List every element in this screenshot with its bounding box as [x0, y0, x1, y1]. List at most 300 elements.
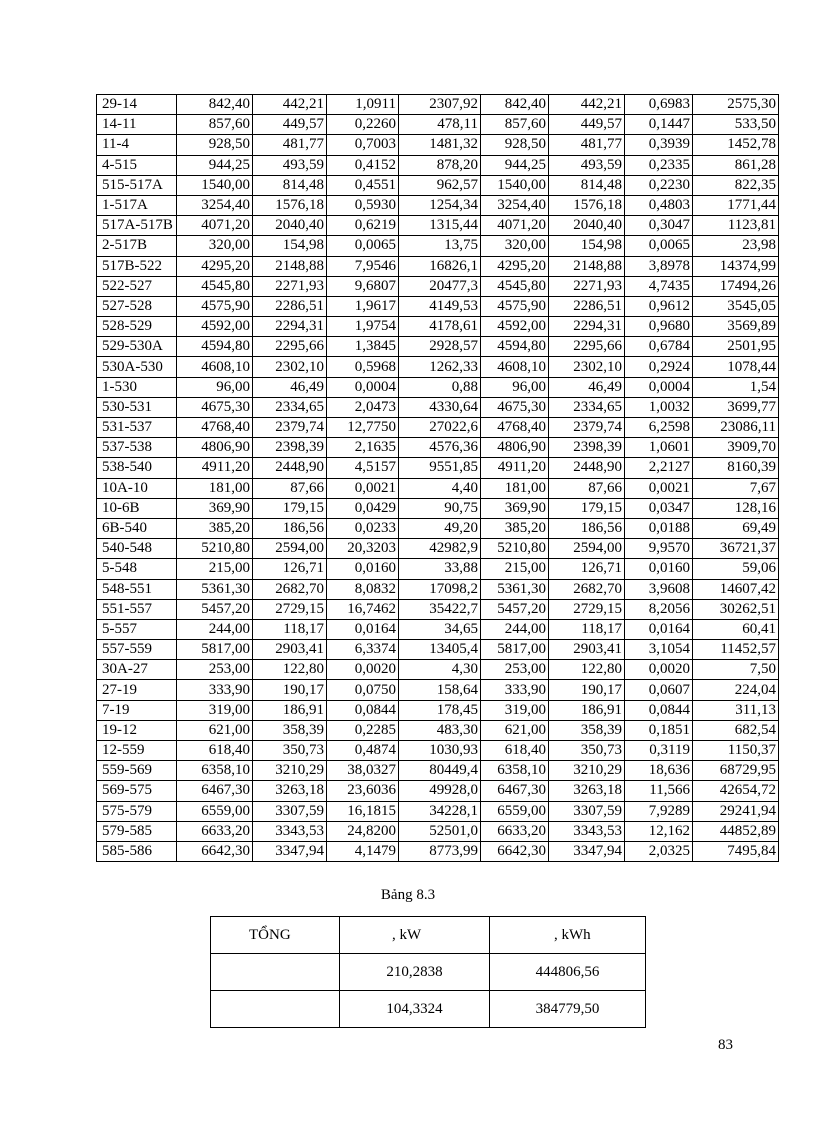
table-row: [97, 397, 779, 417]
value-cell: 0,0020: [625, 660, 693, 680]
value-cell: 35422,7: [399, 599, 481, 619]
value-cell: 0,4803: [625, 195, 693, 215]
value-cell: 842,40: [177, 95, 253, 115]
value-cell: 4592,00: [177, 317, 253, 337]
value-cell: 4545,80: [177, 276, 253, 296]
value-cell: 18,636: [625, 761, 693, 781]
value-cell: 1481,32: [399, 135, 481, 155]
value-cell: 4806,90: [481, 438, 549, 458]
segment-cell: 7-19: [97, 700, 177, 720]
value-cell: 0,0065: [625, 236, 693, 256]
value-cell: 87,66: [253, 478, 327, 498]
table-row: [97, 95, 779, 115]
value-cell: 46,49: [253, 377, 327, 397]
value-cell: 16826,1: [399, 256, 481, 276]
value-cell: 0,0844: [625, 700, 693, 720]
value-cell: 4071,20: [177, 216, 253, 236]
value-cell: 493,59: [549, 155, 625, 175]
value-cell: 0,0020: [327, 660, 399, 680]
table-row: [97, 216, 779, 236]
value-cell: 253,00: [481, 660, 549, 680]
segment-cell: 530-531: [97, 397, 177, 417]
value-cell: 4592,00: [481, 317, 549, 337]
value-cell: 0,0607: [625, 680, 693, 700]
table-row: [97, 498, 779, 518]
value-cell: 1,54: [693, 377, 779, 397]
table-row: [97, 135, 779, 155]
value-cell: 128,16: [693, 498, 779, 518]
value-cell: 3263,18: [549, 781, 625, 801]
summary-cell: 444806,56: [490, 954, 646, 991]
value-cell: 4149,53: [399, 296, 481, 316]
value-cell: 1,0601: [625, 438, 693, 458]
value-cell: 4911,20: [481, 458, 549, 478]
value-cell: 3,9608: [625, 579, 693, 599]
data-table: [96, 94, 779, 862]
value-cell: 6559,00: [481, 801, 549, 821]
value-cell: 16,1815: [327, 801, 399, 821]
value-cell: 2594,00: [253, 539, 327, 559]
segment-cell: 12-559: [97, 741, 177, 761]
value-cell: 4608,10: [177, 357, 253, 377]
value-cell: 6467,30: [481, 781, 549, 801]
value-cell: 4806,90: [177, 438, 253, 458]
value-cell: 44852,89: [693, 821, 779, 841]
value-cell: 2302,10: [549, 357, 625, 377]
value-cell: 69,49: [693, 518, 779, 538]
value-cell: 23086,11: [693, 418, 779, 438]
value-cell: 29241,94: [693, 801, 779, 821]
table-row: [97, 256, 779, 276]
value-cell: 350,73: [253, 741, 327, 761]
value-cell: 3343,53: [253, 821, 327, 841]
value-cell: 3699,77: [693, 397, 779, 417]
value-cell: 0,0347: [625, 498, 693, 518]
value-cell: 944,25: [177, 155, 253, 175]
value-cell: 6642,30: [177, 841, 253, 861]
value-cell: 190,17: [253, 680, 327, 700]
value-cell: 2334,65: [253, 397, 327, 417]
value-cell: 442,21: [549, 95, 625, 115]
value-cell: 8160,39: [693, 458, 779, 478]
value-cell: 11,566: [625, 781, 693, 801]
value-cell: 319,00: [177, 700, 253, 720]
value-cell: 333,90: [177, 680, 253, 700]
table-row: [97, 559, 779, 579]
value-cell: 7,50: [693, 660, 779, 680]
value-cell: 30262,51: [693, 599, 779, 619]
value-cell: 3347,94: [253, 841, 327, 861]
table-row: [97, 438, 779, 458]
value-cell: 2398,39: [549, 438, 625, 458]
value-cell: 2682,70: [549, 579, 625, 599]
segment-cell: 6B-540: [97, 518, 177, 538]
value-cell: 5817,00: [481, 640, 549, 660]
value-cell: 320,00: [177, 236, 253, 256]
value-cell: 42654,72: [693, 781, 779, 801]
value-cell: 481,77: [549, 135, 625, 155]
value-cell: 618,40: [177, 741, 253, 761]
value-cell: 442,21: [253, 95, 327, 115]
segment-cell: 2-517B: [97, 236, 177, 256]
value-cell: 2928,57: [399, 337, 481, 357]
value-cell: 4295,20: [177, 256, 253, 276]
value-cell: 3210,29: [253, 761, 327, 781]
segment-cell: 585-586: [97, 841, 177, 861]
segment-cell: 548-551: [97, 579, 177, 599]
value-cell: 24,8200: [327, 821, 399, 841]
value-cell: 857,60: [481, 115, 549, 135]
value-cell: 17494,26: [693, 276, 779, 296]
value-cell: 0,4874: [327, 741, 399, 761]
segment-cell: 27-19: [97, 680, 177, 700]
value-cell: 1,3845: [327, 337, 399, 357]
table-row: [97, 317, 779, 337]
value-cell: 36721,37: [693, 539, 779, 559]
value-cell: 1576,18: [253, 195, 327, 215]
value-cell: 181,00: [481, 478, 549, 498]
table-row: [97, 518, 779, 538]
value-cell: 1315,44: [399, 216, 481, 236]
value-cell: 8,0832: [327, 579, 399, 599]
value-cell: 2379,74: [253, 418, 327, 438]
value-cell: 0,0233: [327, 518, 399, 538]
value-cell: 2729,15: [549, 599, 625, 619]
value-cell: 87,66: [549, 478, 625, 498]
value-cell: 186,91: [549, 700, 625, 720]
value-cell: 3254,40: [481, 195, 549, 215]
value-cell: 4608,10: [481, 357, 549, 377]
value-cell: 118,17: [549, 619, 625, 639]
value-cell: 0,0004: [327, 377, 399, 397]
value-cell: 0,2260: [327, 115, 399, 135]
value-cell: 2307,92: [399, 95, 481, 115]
value-cell: 215,00: [177, 559, 253, 579]
value-cell: 3347,94: [549, 841, 625, 861]
value-cell: 2271,93: [549, 276, 625, 296]
table-row: [97, 680, 779, 700]
value-cell: 118,17: [253, 619, 327, 639]
value-cell: 1576,18: [549, 195, 625, 215]
segment-cell: 10A-10: [97, 478, 177, 498]
value-cell: 2594,00: [549, 539, 625, 559]
segment-cell: 529-530A: [97, 337, 177, 357]
value-cell: 4768,40: [481, 418, 549, 438]
value-cell: 1,9617: [327, 296, 399, 316]
value-cell: 6358,10: [177, 761, 253, 781]
segment-cell: 551-557: [97, 599, 177, 619]
segment-cell: 517A-517B: [97, 216, 177, 236]
table-row: [97, 841, 779, 861]
value-cell: 154,98: [549, 236, 625, 256]
value-cell: 6633,20: [177, 821, 253, 841]
value-cell: 6633,20: [481, 821, 549, 841]
segment-cell: 515-517A: [97, 175, 177, 195]
value-cell: 1078,44: [693, 357, 779, 377]
segment-cell: 1-530: [97, 377, 177, 397]
segment-cell: 537-538: [97, 438, 177, 458]
table-row: [97, 478, 779, 498]
segment-cell: 579-585: [97, 821, 177, 841]
value-cell: 0,4152: [327, 155, 399, 175]
segment-cell: 559-569: [97, 761, 177, 781]
value-cell: 38,0327: [327, 761, 399, 781]
value-cell: 158,64: [399, 680, 481, 700]
segment-cell: 530A-530: [97, 357, 177, 377]
value-cell: 0,0004: [625, 377, 693, 397]
value-cell: 4545,80: [481, 276, 549, 296]
value-cell: 33,88: [399, 559, 481, 579]
value-cell: 49928,0: [399, 781, 481, 801]
value-cell: 4,5157: [327, 458, 399, 478]
summary-cell: 210,2838: [340, 954, 490, 991]
value-cell: 4,40: [399, 478, 481, 498]
value-cell: 0,9612: [625, 296, 693, 316]
value-cell: 1,9754: [327, 317, 399, 337]
value-cell: 618,40: [481, 741, 549, 761]
value-cell: 483,30: [399, 720, 481, 740]
segment-cell: 4-515: [97, 155, 177, 175]
value-cell: 3909,70: [693, 438, 779, 458]
value-cell: 3569,89: [693, 317, 779, 337]
value-cell: 493,59: [253, 155, 327, 175]
summary-row: [211, 954, 646, 991]
value-cell: 2040,40: [549, 216, 625, 236]
value-cell: 3343,53: [549, 821, 625, 841]
value-cell: 59,06: [693, 559, 779, 579]
table-row: [97, 236, 779, 256]
value-cell: 4,1479: [327, 841, 399, 861]
value-cell: 8,2056: [625, 599, 693, 619]
value-cell: 319,00: [481, 700, 549, 720]
value-cell: 3,8978: [625, 256, 693, 276]
segment-cell: 575-579: [97, 801, 177, 821]
value-cell: 0,7003: [327, 135, 399, 155]
value-cell: 49,20: [399, 518, 481, 538]
summary-header-cell: , kWh: [490, 917, 646, 954]
value-cell: 2271,93: [253, 276, 327, 296]
value-cell: 0,0429: [327, 498, 399, 518]
value-cell: 90,75: [399, 498, 481, 518]
value-cell: 80449,4: [399, 761, 481, 781]
value-cell: 1262,33: [399, 357, 481, 377]
value-cell: 42982,9: [399, 539, 481, 559]
segment-cell: 531-537: [97, 418, 177, 438]
value-cell: 3545,05: [693, 296, 779, 316]
value-cell: 96,00: [177, 377, 253, 397]
value-cell: 178,45: [399, 700, 481, 720]
value-cell: 4675,30: [177, 397, 253, 417]
summary-cell: 384779,50: [490, 991, 646, 1028]
summary-row: [211, 991, 646, 1028]
value-cell: 2501,95: [693, 337, 779, 357]
value-cell: 244,00: [177, 619, 253, 639]
value-cell: 13405,4: [399, 640, 481, 660]
table-row: [97, 761, 779, 781]
value-cell: 842,40: [481, 95, 549, 115]
value-cell: 2448,90: [253, 458, 327, 478]
value-cell: 7,9289: [625, 801, 693, 821]
value-cell: 2,0325: [625, 841, 693, 861]
value-cell: 186,91: [253, 700, 327, 720]
value-cell: 1150,37: [693, 741, 779, 761]
value-cell: 944,25: [481, 155, 549, 175]
value-cell: 1771,44: [693, 195, 779, 215]
value-cell: 4,30: [399, 660, 481, 680]
value-cell: 5210,80: [177, 539, 253, 559]
value-cell: 190,17: [549, 680, 625, 700]
table-row: [97, 377, 779, 397]
value-cell: 0,0844: [327, 700, 399, 720]
value-cell: 621,00: [481, 720, 549, 740]
value-cell: 8773,99: [399, 841, 481, 861]
summary-cell: [211, 954, 340, 991]
value-cell: 126,71: [253, 559, 327, 579]
value-cell: 186,56: [549, 518, 625, 538]
value-cell: 1540,00: [481, 175, 549, 195]
value-cell: 478,11: [399, 115, 481, 135]
value-cell: 2286,51: [253, 296, 327, 316]
value-cell: 122,80: [253, 660, 327, 680]
value-cell: 4575,90: [481, 296, 549, 316]
value-cell: 4594,80: [481, 337, 549, 357]
value-cell: 3307,59: [549, 801, 625, 821]
value-cell: 0,2230: [625, 175, 693, 195]
summary-cell: 104,3324: [340, 991, 490, 1028]
value-cell: 253,00: [177, 660, 253, 680]
segment-cell: 14-11: [97, 115, 177, 135]
value-cell: 6358,10: [481, 761, 549, 781]
value-cell: 60,41: [693, 619, 779, 639]
value-cell: 0,6784: [625, 337, 693, 357]
value-cell: 0,9680: [625, 317, 693, 337]
table-row: [97, 115, 779, 135]
value-cell: 13,75: [399, 236, 481, 256]
segment-cell: 522-527: [97, 276, 177, 296]
value-cell: 126,71: [549, 559, 625, 579]
segment-cell: 5-548: [97, 559, 177, 579]
table-row: [97, 619, 779, 639]
table-row: [97, 700, 779, 720]
value-cell: 0,6219: [327, 216, 399, 236]
value-cell: 2729,15: [253, 599, 327, 619]
value-cell: 9,6807: [327, 276, 399, 296]
value-cell: 4,7435: [625, 276, 693, 296]
value-cell: 369,90: [177, 498, 253, 518]
value-cell: 244,00: [481, 619, 549, 639]
value-cell: 3254,40: [177, 195, 253, 215]
value-cell: 4178,61: [399, 317, 481, 337]
value-cell: 17098,2: [399, 579, 481, 599]
value-cell: 0,1851: [625, 720, 693, 740]
table-row: [97, 175, 779, 195]
value-cell: 2294,31: [549, 317, 625, 337]
table-row: [97, 660, 779, 680]
segment-cell: 527-528: [97, 296, 177, 316]
page-number: 83: [718, 1037, 733, 1053]
value-cell: 7,67: [693, 478, 779, 498]
value-cell: 5457,20: [177, 599, 253, 619]
value-cell: 4768,40: [177, 418, 253, 438]
value-cell: 2295,66: [253, 337, 327, 357]
value-cell: 1,0911: [327, 95, 399, 115]
value-cell: 5210,80: [481, 539, 549, 559]
value-cell: 0,5930: [327, 195, 399, 215]
value-cell: 4911,20: [177, 458, 253, 478]
value-cell: 0,2285: [327, 720, 399, 740]
value-cell: 861,28: [693, 155, 779, 175]
value-cell: 682,54: [693, 720, 779, 740]
segment-cell: 517B-522: [97, 256, 177, 276]
value-cell: 179,15: [549, 498, 625, 518]
table-row: [97, 539, 779, 559]
value-cell: 0,88: [399, 377, 481, 397]
table-row: [97, 720, 779, 740]
value-cell: 14607,42: [693, 579, 779, 599]
table-row: [97, 195, 779, 215]
value-cell: 358,39: [253, 720, 327, 740]
value-cell: 12,162: [625, 821, 693, 841]
summary-header-row: [211, 917, 646, 954]
value-cell: 23,98: [693, 236, 779, 256]
value-cell: 878,20: [399, 155, 481, 175]
value-cell: 449,57: [549, 115, 625, 135]
value-cell: 814,48: [549, 175, 625, 195]
value-cell: 0,0160: [625, 559, 693, 579]
table-row: [97, 801, 779, 821]
value-cell: 857,60: [177, 115, 253, 135]
value-cell: 0,6983: [625, 95, 693, 115]
value-cell: 311,13: [693, 700, 779, 720]
value-cell: 4675,30: [481, 397, 549, 417]
value-cell: 5457,20: [481, 599, 549, 619]
data-table-body: [97, 95, 779, 862]
value-cell: 34,65: [399, 619, 481, 639]
value-cell: 4295,20: [481, 256, 549, 276]
value-cell: 449,57: [253, 115, 327, 135]
value-cell: 2575,30: [693, 95, 779, 115]
segment-cell: 30A-27: [97, 660, 177, 680]
value-cell: 358,39: [549, 720, 625, 740]
value-cell: 320,00: [481, 236, 549, 256]
value-cell: 0,1447: [625, 115, 693, 135]
value-cell: 0,0160: [327, 559, 399, 579]
value-cell: 12,7750: [327, 418, 399, 438]
value-cell: 4594,80: [177, 337, 253, 357]
value-cell: 0,0065: [327, 236, 399, 256]
value-cell: 2903,41: [253, 640, 327, 660]
value-cell: 122,80: [549, 660, 625, 680]
value-cell: 20477,3: [399, 276, 481, 296]
value-cell: 2148,88: [253, 256, 327, 276]
value-cell: 6467,30: [177, 781, 253, 801]
value-cell: 2,2127: [625, 458, 693, 478]
value-cell: 4576,36: [399, 438, 481, 458]
table-row: [97, 337, 779, 357]
value-cell: 5361,30: [177, 579, 253, 599]
value-cell: 186,56: [253, 518, 327, 538]
value-cell: 96,00: [481, 377, 549, 397]
segment-cell: 19-12: [97, 720, 177, 740]
value-cell: 385,20: [177, 518, 253, 538]
value-cell: 2148,88: [549, 256, 625, 276]
segment-cell: 1-517A: [97, 195, 177, 215]
value-cell: 23,6036: [327, 781, 399, 801]
value-cell: 928,50: [481, 135, 549, 155]
segment-cell: 569-575: [97, 781, 177, 801]
value-cell: 5817,00: [177, 640, 253, 660]
value-cell: 7,9546: [327, 256, 399, 276]
